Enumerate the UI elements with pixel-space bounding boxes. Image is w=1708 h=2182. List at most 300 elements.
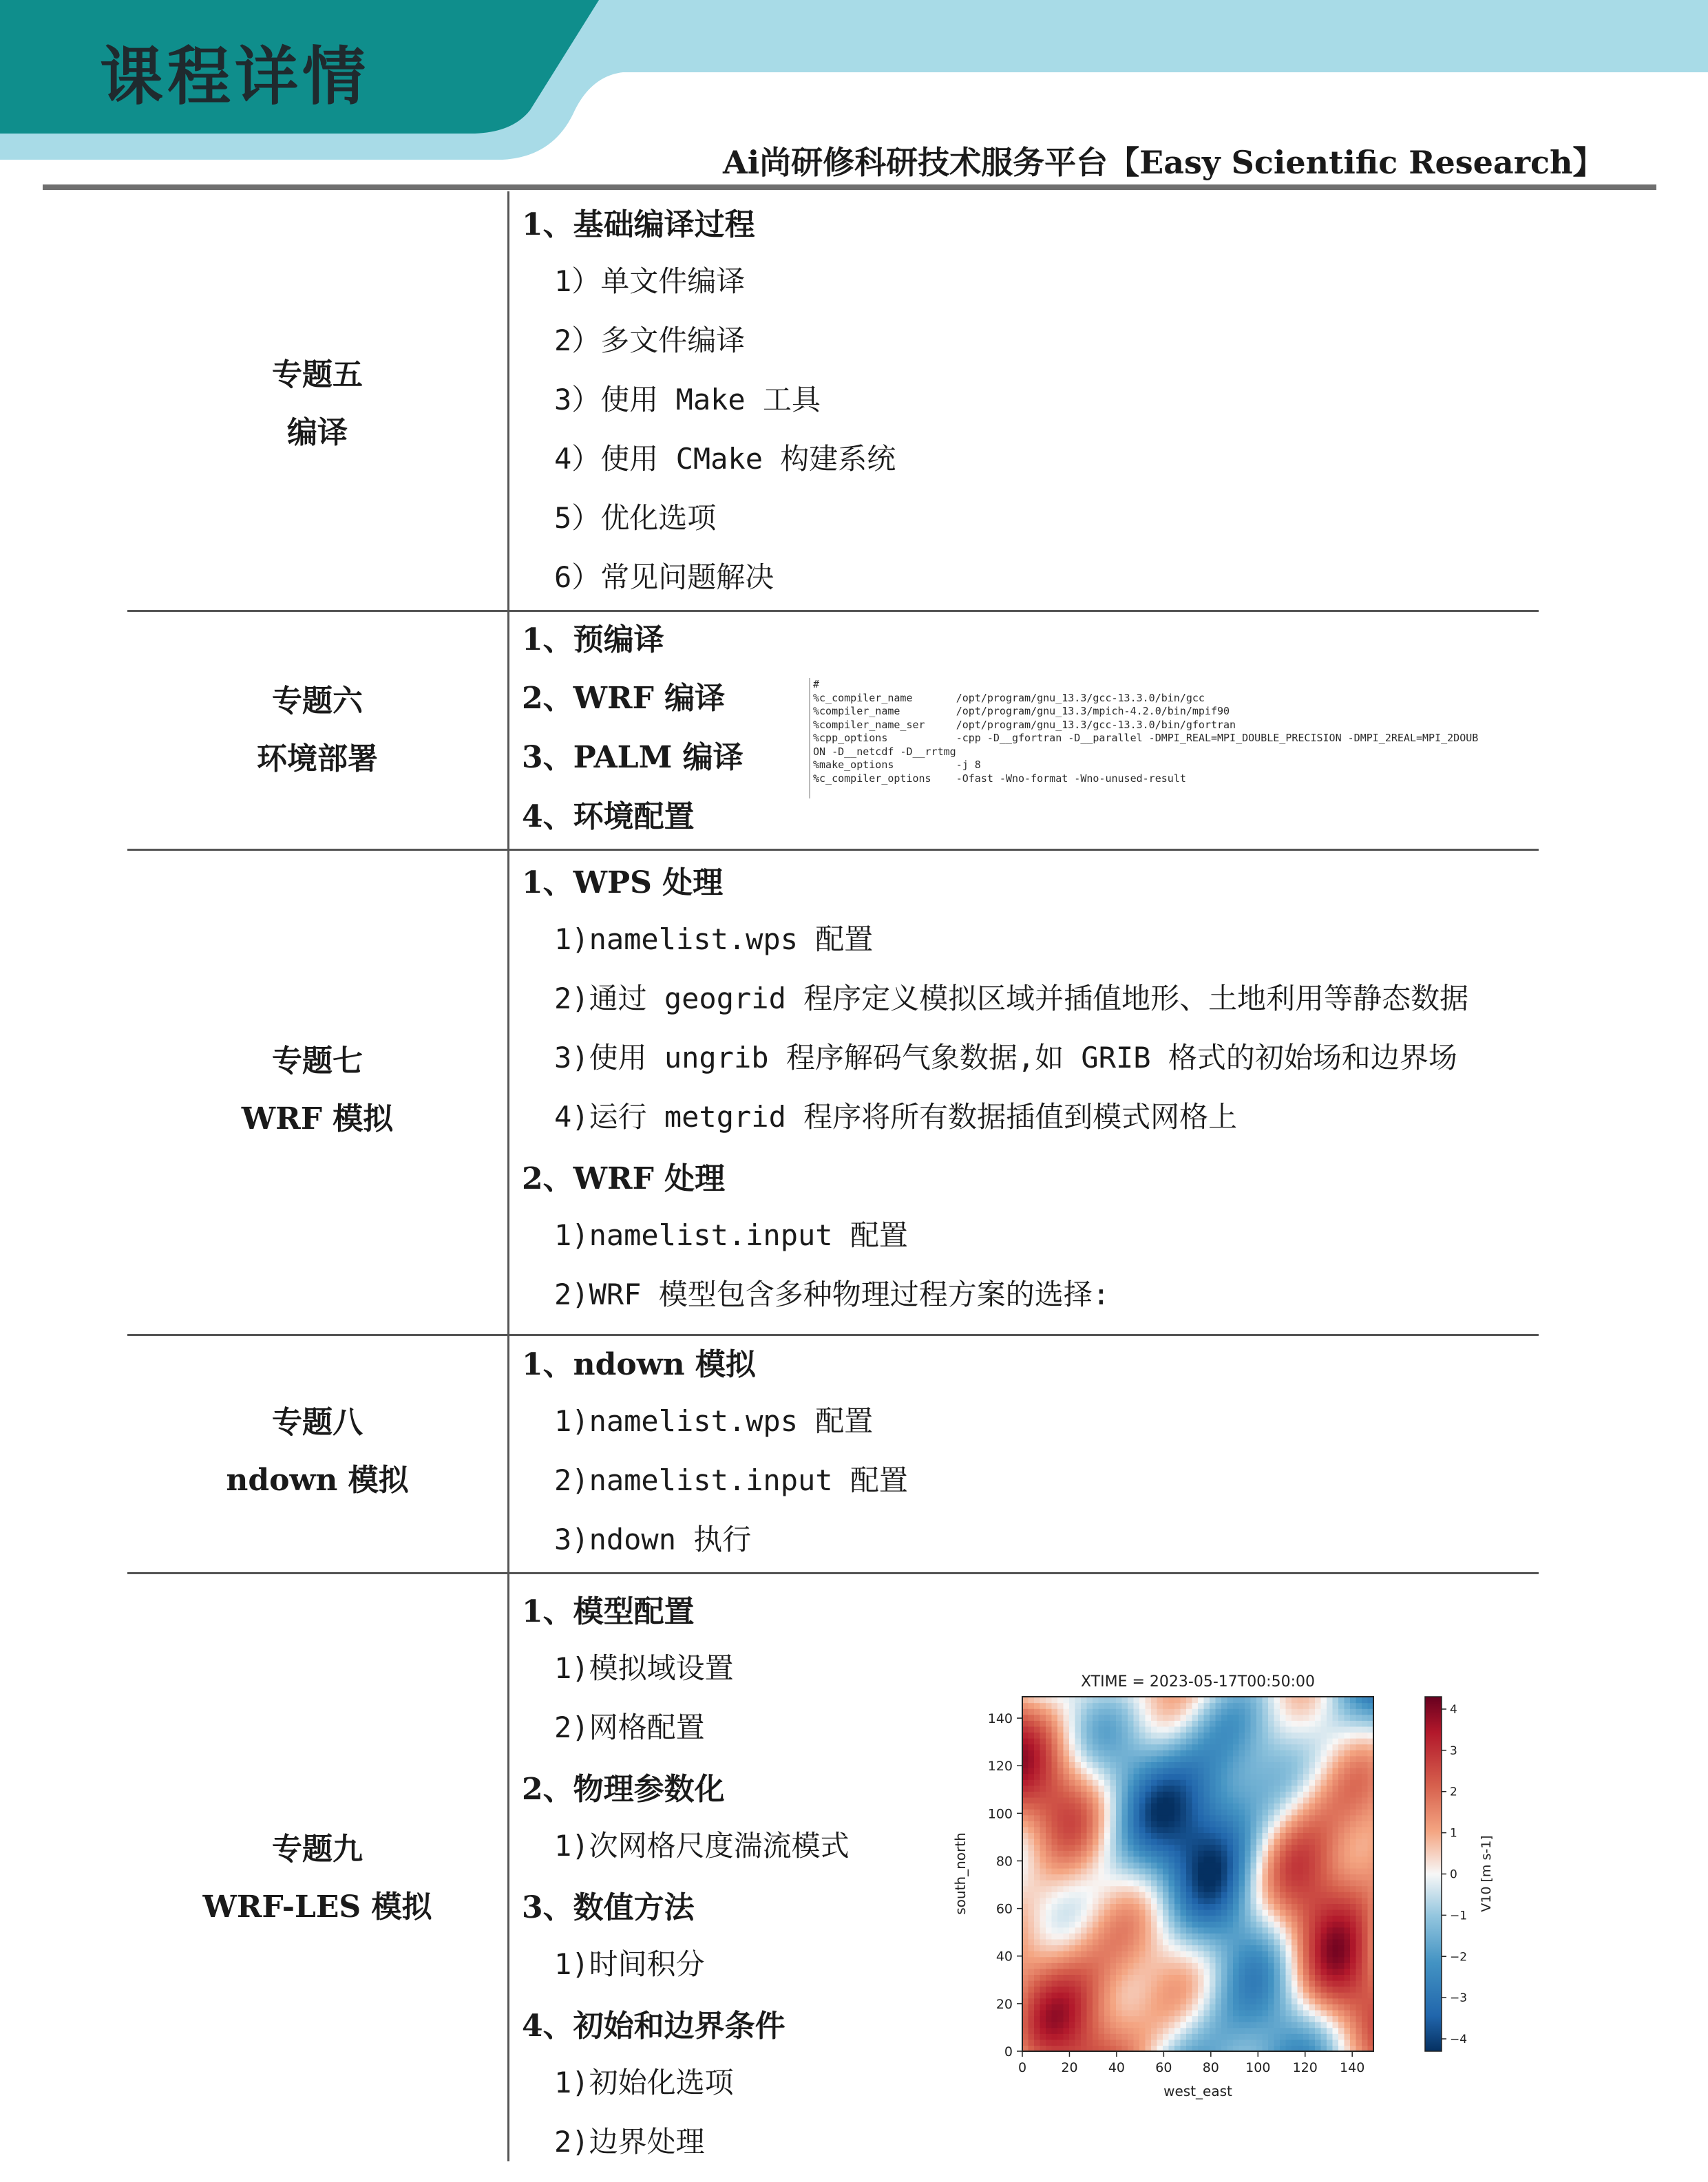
heatmap-cell xyxy=(1338,1969,1345,1975)
heatmap-cell xyxy=(1286,1715,1292,1721)
heatmap-cell xyxy=(1251,1832,1257,1839)
heatmap-cell xyxy=(1291,1939,1298,1945)
heatmap-cell xyxy=(1128,1821,1134,1827)
heatmap-cell xyxy=(1022,2016,1029,2022)
heatmap-cell xyxy=(1104,1987,1110,1993)
heatmap-cell xyxy=(1163,1827,1169,1833)
heatmap-cell xyxy=(1057,1974,1064,1980)
heatmap-cell xyxy=(1186,1974,1192,1980)
heatmap-cell xyxy=(1356,1898,1362,1904)
heatmap-cell xyxy=(1081,1892,1087,1898)
heatmap-cell xyxy=(1345,2010,1351,2016)
heatmap-cell xyxy=(1356,1951,1362,1957)
heatmap-cell xyxy=(1274,1856,1280,1863)
heatmap-cell xyxy=(1186,2028,1192,2034)
y-axis-ticks xyxy=(988,1711,1022,2059)
heatmap-cell xyxy=(1245,1756,1251,1762)
heatmap-cell xyxy=(1309,1939,1316,1945)
heatmap-cell xyxy=(1057,1839,1064,1845)
heatmap-cell xyxy=(1303,2022,1309,2028)
heatmap-cell xyxy=(1333,1774,1339,1780)
heatmap-cell xyxy=(1064,1832,1070,1839)
heatmap-cell xyxy=(1291,1744,1298,1750)
chart-title: XTIME = 2023-05-17T00:50:00 xyxy=(1080,1673,1316,1691)
heatmap-cell xyxy=(1057,1850,1064,1856)
heatmap-cell xyxy=(1251,2004,1257,2010)
heatmap-cell xyxy=(1216,1750,1222,1756)
heatmap-cell xyxy=(1034,1862,1040,1868)
heatmap-cell xyxy=(1128,1909,1134,1916)
heatmap-cell xyxy=(1139,1744,1146,1750)
heatmap-cell xyxy=(1280,1821,1286,1827)
heatmap-cell xyxy=(1052,1862,1058,1868)
heatmap-cell xyxy=(1256,1750,1263,1756)
heatmap-cell xyxy=(1151,1786,1157,1792)
heatmap-cell xyxy=(1362,1791,1368,1797)
config-code-snippet xyxy=(809,678,1529,798)
heatmap-cell xyxy=(1245,1821,1251,1827)
heatmap-cell xyxy=(1069,2022,1075,2028)
heatmap-cell xyxy=(1345,1998,1351,2004)
heatmap-cell xyxy=(1245,1868,1251,1874)
heatmap-cell xyxy=(1309,1786,1316,1792)
heatmap-cell xyxy=(1303,1998,1309,2004)
heatmap-cell xyxy=(1362,1903,1368,1909)
heatmap-cell xyxy=(1350,1827,1356,1833)
heatmap-cell xyxy=(1315,1980,1321,1987)
heatmap-cell xyxy=(1052,1874,1058,1881)
heatmap-cell xyxy=(1040,1768,1046,1774)
heatmap-cell xyxy=(1309,2004,1316,2010)
heatmap-cell xyxy=(1216,1791,1222,1797)
heatmap-cell xyxy=(1251,1969,1257,1975)
heatmap-cell xyxy=(1263,1774,1269,1780)
heatmap-cell xyxy=(1251,1756,1257,1762)
heatmap-cell xyxy=(1174,1738,1181,1744)
heatmap-cell xyxy=(1099,1974,1105,1980)
heatmap-cell xyxy=(1186,1856,1192,1863)
heatmap-cell xyxy=(1315,1839,1321,1845)
heatmap-cell xyxy=(1052,1803,1058,1810)
heatmap-cell xyxy=(1169,1974,1175,1980)
heatmap-cell xyxy=(1157,1786,1163,1792)
heatmap-cell xyxy=(1040,1827,1046,1833)
heatmap-cell xyxy=(1081,1738,1087,1744)
heatmap-cell xyxy=(1210,1987,1216,1993)
heatmap-cell xyxy=(1192,1756,1199,1762)
colorbar-tick-label: −4 xyxy=(1450,2033,1468,2047)
heatmap-cell xyxy=(1221,1786,1227,1792)
heatmap-cell xyxy=(1280,1726,1286,1733)
heatmap-cell xyxy=(1286,1856,1292,1863)
heatmap-cell xyxy=(1268,1892,1274,1898)
heatmap-cell xyxy=(1174,1951,1181,1957)
heatmap-cell xyxy=(1046,1969,1052,1975)
heatmap-cell xyxy=(1163,1738,1169,1744)
heatmap-cell xyxy=(1046,1933,1052,1939)
heatmap-cell xyxy=(1204,1898,1210,1904)
heatmap-cell xyxy=(1081,1809,1087,1815)
heatmap-cell xyxy=(1169,1827,1175,1833)
heatmap-cell xyxy=(1110,1945,1117,1951)
heatmap-cell xyxy=(1204,1786,1210,1792)
heatmap-cell xyxy=(1315,1850,1321,1856)
heatmap-cell xyxy=(1081,2010,1087,2016)
heatmap-cell xyxy=(1186,1933,1192,1939)
heatmap-cell xyxy=(1350,1880,1356,1886)
heatmap-cell xyxy=(1345,1945,1351,1951)
heatmap-cell xyxy=(1029,1951,1035,1957)
heatmap-cell xyxy=(1216,1921,1222,1927)
heatmap-cell xyxy=(1134,2022,1140,2028)
heatmap-cell xyxy=(1280,1874,1286,1881)
heatmap-cell xyxy=(1046,1744,1052,1750)
heatmap-cell xyxy=(1233,1992,1239,1998)
heatmap-cell xyxy=(1169,1756,1175,1762)
heatmap-cell xyxy=(1157,1927,1163,1934)
heatmap-cell xyxy=(1251,1951,1257,1957)
heatmap-cell xyxy=(1052,2028,1058,2034)
heatmap-cell xyxy=(1075,1733,1082,1739)
heatmap-cell xyxy=(1022,1898,1029,1904)
heatmap-cell xyxy=(1303,1945,1309,1951)
heatmap-cell xyxy=(1122,1909,1128,1916)
heatmap-cell xyxy=(1327,1750,1333,1756)
heatmap-cell xyxy=(1286,1809,1292,1815)
heatmap-cell xyxy=(1268,2028,1274,2034)
heatmap-cell xyxy=(1110,1856,1117,1863)
heatmap-cell xyxy=(1298,1951,1304,1957)
heatmap-cell xyxy=(1338,1779,1345,1786)
heatmap-cell xyxy=(1029,1738,1035,1744)
heatmap-cell xyxy=(1345,1951,1351,1957)
heatmap-cell xyxy=(1280,2028,1286,2034)
heatmap-cell xyxy=(1303,1951,1309,1957)
heatmap-cell xyxy=(1034,1974,1040,1980)
heatmap-cell xyxy=(1116,1744,1122,1750)
heatmap-cell xyxy=(1256,1744,1263,1750)
heatmap-cell xyxy=(1362,1845,1368,1851)
heatmap-cell xyxy=(1110,1797,1117,1803)
heatmap-cell xyxy=(1309,2022,1316,2028)
heatmap-cell xyxy=(1239,1774,1245,1780)
heatmap-cell xyxy=(1268,1845,1274,1851)
heatmap-cell xyxy=(1362,1738,1368,1744)
heatmap-cell xyxy=(1099,1916,1105,1922)
heatmap-cell xyxy=(1064,1916,1070,1922)
heatmap-cell xyxy=(1174,1916,1181,1922)
heatmap-cell xyxy=(1198,1850,1204,1856)
heatmap-cell xyxy=(1169,1774,1175,1780)
heatmap-cell xyxy=(1099,1980,1105,1987)
heatmap-cell xyxy=(1057,1992,1064,1998)
heatmap-cell xyxy=(1116,1756,1122,1762)
heatmap-cell xyxy=(1052,1980,1058,1987)
heatmap-cell xyxy=(1362,1797,1368,1803)
heatmap-cell xyxy=(1315,1969,1321,1975)
heatmap-cell xyxy=(1146,1697,1152,1703)
heatmap-cell xyxy=(1291,1733,1298,1739)
heatmap-cell xyxy=(1163,1708,1169,1715)
heatmap-cell xyxy=(1298,1715,1304,1721)
heatmap-cell xyxy=(1239,1720,1245,1726)
heatmap-cell xyxy=(1239,2028,1245,2034)
heatmap-cell xyxy=(1263,1927,1269,1934)
topic-label xyxy=(127,1032,507,1148)
heatmap-cell xyxy=(1034,1980,1040,1987)
heatmap-cell xyxy=(1233,1880,1239,1886)
heatmap-cell xyxy=(1356,1909,1362,1916)
heatmap-cell xyxy=(1227,1892,1234,1898)
heatmap-cell xyxy=(1356,2016,1362,2022)
heatmap-cell xyxy=(1350,1921,1356,1927)
heatmap-cell xyxy=(1040,1909,1046,1916)
heatmap-cell xyxy=(1151,1733,1157,1739)
heatmap-cell xyxy=(1345,1927,1351,1934)
heatmap-cell xyxy=(1327,1827,1333,1833)
heatmap-cell xyxy=(1263,1809,1269,1815)
heatmap-cell xyxy=(1022,1809,1029,1815)
heatmap-cell xyxy=(1227,1821,1234,1827)
heatmap-cell xyxy=(1139,1720,1146,1726)
heatmap-cell xyxy=(1146,1880,1152,1886)
heatmap-cell xyxy=(1286,1750,1292,1756)
heatmap-cell xyxy=(1192,1779,1199,1786)
heatmap-cell xyxy=(1298,1845,1304,1851)
outline-subitem: 1）单文件编译 xyxy=(554,264,746,298)
heatmap-cell xyxy=(1087,1898,1093,1904)
heatmap-cell xyxy=(1029,1933,1035,1939)
x-tick-label: 100 xyxy=(1245,2060,1271,2075)
heatmap-cell xyxy=(1280,1974,1286,1980)
platform-name: Ai尚研修科研技术服务平台【Easy Scientific Research】 xyxy=(723,144,1605,181)
heatmap-cell xyxy=(1139,1815,1146,1821)
heatmap-cell xyxy=(1362,1815,1368,1821)
heatmap-cell xyxy=(1251,1774,1257,1780)
heatmap-cell xyxy=(1356,1744,1362,1750)
heatmap-cell xyxy=(1321,2010,1327,2016)
heatmap-cell xyxy=(1052,1845,1058,1851)
heatmap-cell xyxy=(1087,1786,1093,1792)
heatmap-cell xyxy=(1139,1750,1146,1756)
heatmap-cell xyxy=(1139,1903,1146,1909)
heatmap-cell xyxy=(1093,1892,1099,1898)
heatmap-cell xyxy=(1052,1850,1058,1856)
heatmap-cell xyxy=(1268,1708,1274,1715)
heatmap-cell xyxy=(1069,1951,1075,1957)
heatmap-cell xyxy=(1122,1886,1128,1892)
heatmap-cell xyxy=(1064,1974,1070,1980)
heatmap-cell xyxy=(1057,2004,1064,2010)
heatmap-cell xyxy=(1081,1933,1087,1939)
heatmap-cell xyxy=(1186,1862,1192,1868)
heatmap-cell xyxy=(1315,1779,1321,1786)
heatmap-cell xyxy=(1321,1715,1327,1721)
heatmap-cell xyxy=(1181,1880,1187,1886)
heatmap-cell xyxy=(1181,1892,1187,1898)
topic-name: ndown 模拟 xyxy=(226,1463,409,1498)
heatmap-cell xyxy=(1069,1791,1075,1797)
heatmap-cell xyxy=(1362,1892,1368,1898)
heatmap-cell xyxy=(1087,1761,1093,1768)
heatmap-cell xyxy=(1274,1768,1280,1774)
heatmap-cell xyxy=(1198,1738,1204,1744)
heatmap-cell xyxy=(1146,1951,1152,1957)
heatmap-cell xyxy=(1087,1779,1093,1786)
heatmap-cell xyxy=(1251,1974,1257,1980)
heatmap-cell xyxy=(1303,1933,1309,1939)
heatmap-cell xyxy=(1163,1898,1169,1904)
heatmap-cell xyxy=(1104,1892,1110,1898)
heatmap-cell xyxy=(1256,2022,1263,2028)
heatmap-cell xyxy=(1345,2016,1351,2022)
heatmap-cell xyxy=(1263,1998,1269,2004)
outline-heading: 4、环境配置 xyxy=(522,799,695,834)
heatmap-cell xyxy=(1350,1845,1356,1851)
heatmap-cell xyxy=(1245,2004,1251,2010)
heatmap-cell xyxy=(1075,1962,1082,1969)
heatmap-cell xyxy=(1034,1927,1040,1934)
heatmap-cell xyxy=(1192,1726,1199,1733)
heatmap-cell xyxy=(1181,2022,1187,2028)
heatmap-cell xyxy=(1338,1809,1345,1815)
heatmap-cell xyxy=(1110,1987,1117,1993)
heatmap-cell xyxy=(1075,1862,1082,1868)
heatmap-cell xyxy=(1040,1957,1046,1963)
heatmap-cell xyxy=(1221,1774,1227,1780)
heatmap-cell xyxy=(1075,1750,1082,1756)
heatmap-cell xyxy=(1104,1809,1110,1815)
heatmap-cell xyxy=(1309,1957,1316,1963)
heatmap-cell xyxy=(1052,1892,1058,1898)
heatmap-cell xyxy=(1022,1933,1029,1939)
heatmap-cell xyxy=(1081,1898,1087,1904)
heatmap-cell xyxy=(1298,1998,1304,2004)
heatmap-cell xyxy=(1245,1738,1251,1744)
heatmap-cell xyxy=(1081,1703,1087,1709)
heatmap-cell xyxy=(1064,1898,1070,1904)
heatmap-cell xyxy=(1128,2010,1134,2016)
heatmap-cell xyxy=(1046,1726,1052,1733)
heatmap-cell xyxy=(1216,1738,1222,1744)
heatmap-cell xyxy=(1099,1998,1105,2004)
heatmap-cell xyxy=(1029,1779,1035,1786)
heatmap-cell xyxy=(1274,1992,1280,1998)
heatmap-cell xyxy=(1122,1803,1128,1810)
y-tick-label: 60 xyxy=(995,1901,1013,1917)
heatmap-cell xyxy=(1110,1832,1117,1839)
heatmap-cell xyxy=(1321,1992,1327,1998)
heatmap-cell xyxy=(1233,1815,1239,1821)
heatmap-cell xyxy=(1046,1903,1052,1909)
heatmap-cell xyxy=(1128,1726,1134,1733)
heatmap-cell xyxy=(1069,1726,1075,1733)
heatmap-cell xyxy=(1303,1708,1309,1715)
heatmap-cell xyxy=(1251,1803,1257,1810)
heatmap-cell xyxy=(1192,1803,1199,1810)
heatmap-cell xyxy=(1134,1987,1140,1993)
heatmap-cell xyxy=(1315,1803,1321,1810)
heatmap-cell xyxy=(1134,1815,1140,1821)
heatmap-cell xyxy=(1303,1703,1309,1709)
heatmap-cell xyxy=(1075,1832,1082,1839)
heatmap-cell xyxy=(1110,2004,1117,2010)
heatmap-cell xyxy=(1052,1744,1058,1750)
heatmap-cell xyxy=(1146,2010,1152,2016)
heatmap-cell xyxy=(1309,1720,1316,1726)
heatmap-cell xyxy=(1274,1880,1280,1886)
heatmap-cell xyxy=(1087,1733,1093,1739)
heatmap-cell xyxy=(1081,2022,1087,2028)
heatmap-cell xyxy=(1286,1768,1292,1774)
heatmap-cell xyxy=(1256,2004,1263,2010)
heatmap-cell xyxy=(1227,1886,1234,1892)
heatmap-cell xyxy=(1274,1998,1280,2004)
heatmap-cell xyxy=(1181,1933,1187,1939)
heatmap-cell xyxy=(1052,1916,1058,1922)
heatmap-cell xyxy=(1069,1786,1075,1792)
heatmap-cell xyxy=(1204,1927,1210,1934)
heatmap-cell xyxy=(1338,1939,1345,1945)
heatmap-cell xyxy=(1029,1892,1035,1898)
heatmap-cell xyxy=(1122,1957,1128,1963)
heatmap-cell xyxy=(1274,1761,1280,1768)
heatmap-cell xyxy=(1075,1797,1082,1803)
x-tick-label: 40 xyxy=(1108,2060,1126,2075)
heatmap-cell xyxy=(1087,1744,1093,1750)
heatmap-cell xyxy=(1221,1845,1227,1851)
heatmap-cell xyxy=(1251,1750,1257,1756)
heatmap-cell xyxy=(1245,1969,1251,1975)
heatmap-cell xyxy=(1064,1927,1070,1934)
heatmap-cell xyxy=(1327,1708,1333,1715)
heatmap-cell xyxy=(1093,1856,1099,1863)
heatmap-cell xyxy=(1040,1720,1046,1726)
heatmap-cell xyxy=(1303,1803,1309,1810)
heatmap-cell xyxy=(1251,1720,1257,1726)
heatmap-cell xyxy=(1029,1939,1035,1945)
heatmap-cell xyxy=(1350,1969,1356,1975)
heatmap-cell xyxy=(1122,1809,1128,1815)
heatmap-cell xyxy=(1233,1697,1239,1703)
outline-heading: 2、WRF 处理 xyxy=(522,1161,726,1196)
heatmap-cell xyxy=(1022,1738,1029,1744)
heatmap-cell xyxy=(1081,1756,1087,1762)
heatmap-cell xyxy=(1075,1821,1082,1827)
heatmap-cell xyxy=(1034,1733,1040,1739)
heatmap-cell xyxy=(1192,1962,1199,1969)
heatmap-cell xyxy=(1263,2022,1269,2028)
heatmap-cell xyxy=(1029,2010,1035,2016)
heatmap-cell xyxy=(1362,2010,1368,2016)
heatmap-cell xyxy=(1274,1927,1280,1934)
heatmap-cell xyxy=(1315,2004,1321,2010)
heatmap-cell xyxy=(1333,1856,1339,1863)
heatmap-cell xyxy=(1198,1939,1204,1945)
heatmap-cell xyxy=(1291,1750,1298,1756)
heatmap-cell xyxy=(1204,1726,1210,1733)
heatmap-cell xyxy=(1110,1779,1117,1786)
heatmap-cell xyxy=(1227,1998,1234,2004)
heatmap-cell xyxy=(1081,1797,1087,1803)
heatmap-cell xyxy=(1174,1750,1181,1756)
heatmap-cell xyxy=(1233,1898,1239,1904)
heatmap-cell xyxy=(1256,1756,1263,1762)
heatmap-cell xyxy=(1251,1962,1257,1969)
heatmap-cell xyxy=(1333,1974,1339,1980)
heatmap-cell xyxy=(1169,1909,1175,1916)
heatmap-cell xyxy=(1263,1862,1269,1868)
